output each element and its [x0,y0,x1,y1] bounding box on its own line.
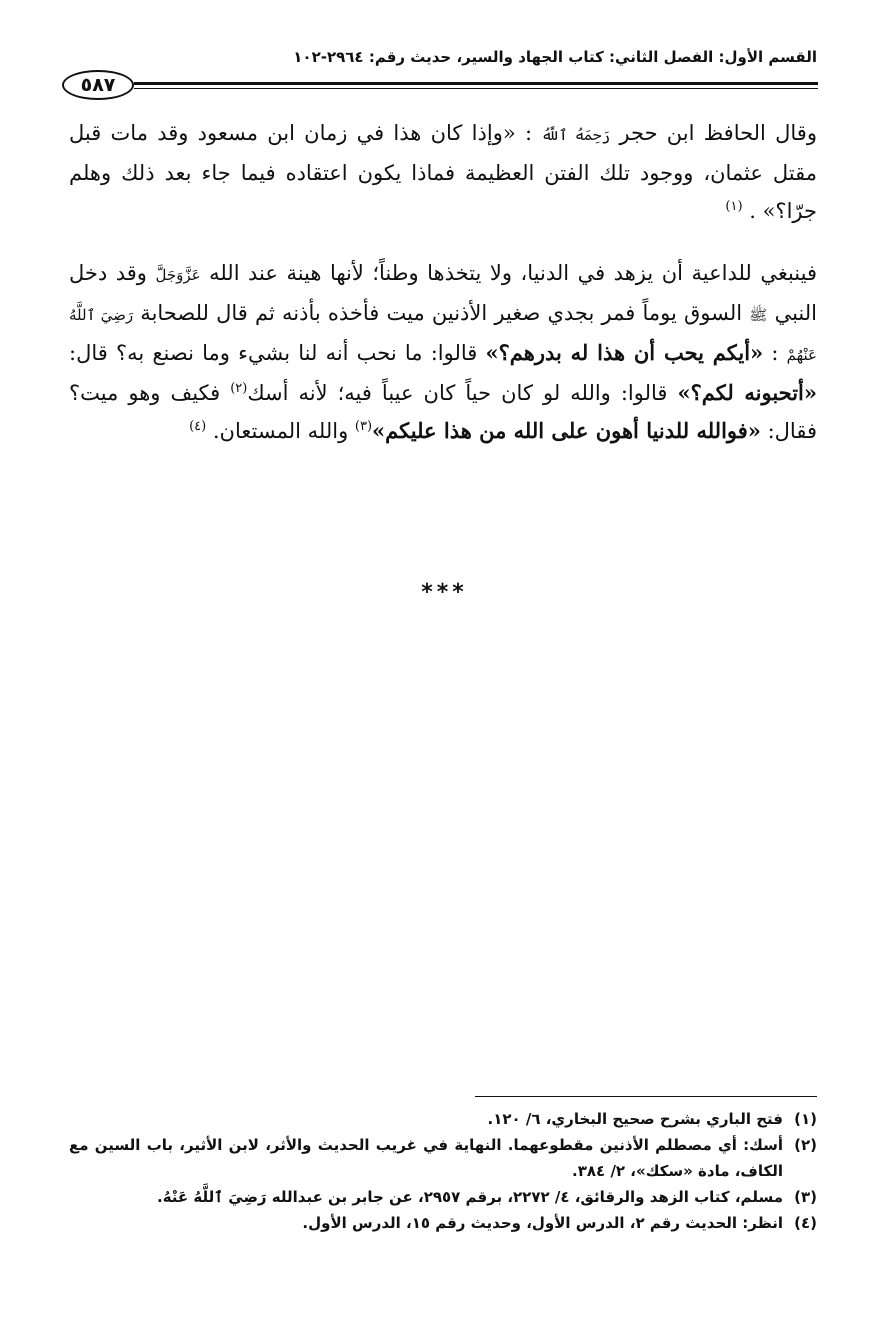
honorific-glyph: ﷺ [749,306,768,324]
footnote-text: انظر: الحديث رقم ٢، الدرس الأول، وحديث رقم ١٥، الدرس الأول. [302,1214,783,1232]
paragraph-text: وقال الحافظ ابن حجر [610,121,817,145]
paragraph-text: : [763,341,787,365]
hadith-quote: «فوالله للدنيا أهون على الله من هذا عليكم» [372,418,761,443]
footnote-rule [475,1096,817,1097]
footnote-label: (٤) [794,1214,817,1232]
footnote-reference[interactable]: (٤) [189,419,207,434]
footnote-item [69,1184,817,1210]
footnote-item [69,1210,817,1236]
footnote-label: (٢) [794,1136,817,1154]
footnote-text: أسك: أي مصطلم الأذنين مقطوعهما. النهاية في غريب الحديث والأثر، لابن الأثير، باب السين مع الكاف، مادة «سكك»، ٢/ ٣٨٤. [69,1136,783,1180]
footnote-text: مسلم، كتاب الزهد والرقائق، ٤/ ٢٢٧٢، برقم ٢٩٥٧، عن جابر بن عبدالله رَضِيَ ٱللَّهُ عَنْهُ. [157,1188,783,1206]
hadith-quote: «أتحبونه لكم؟» [677,380,818,405]
footnote-label: (١) [794,1110,817,1128]
paragraph-text: فينبغي للداعية أن يزهد في الدنيا، ولا يتخذها وطناً؛ لأنها هينة عند الله [200,261,818,285]
hadith-quote: «أيكم يحب أن هذا له بدرهم؟» [485,340,764,365]
section-separator-asterisks: *** [421,580,468,605]
footnote-item [69,1132,817,1184]
honorific-glyph: رَحِمَهُ ٱللَّهُ [541,126,611,144]
footnote-reference[interactable]: (٢) [230,381,248,396]
page-number-badge: ٥٨٧ [62,70,134,100]
footnote-text: فتح الباري بشرح صحيح البخاري، ٦/ ١٢٠. [487,1110,783,1128]
footnote-label: (٣) [794,1188,817,1206]
paragraph-text: فكيف وهو ميت؟ فقال: [69,381,817,443]
paragraph-text: والله المستعان. [206,419,355,443]
paragraph-text: : «وإذا كان هذا في زمان ابن مسعود وقد مات قبل مقتل عثمان، ووجود تلك الفتن العظيمة فماذا يكون اعتقاده فيما جاء بعد ذلك وهلم جرّا؟» . [69,121,817,223]
footnote-item [69,1106,817,1132]
paragraph-text: قالوا: والله لو كان حياً كان عيباً فيه؛ لأنه أسك [247,381,678,405]
footnotes-list [69,1106,817,1236]
footnote-reference[interactable]: (١) [725,199,743,214]
footnote-reference[interactable]: (٣) [354,419,373,434]
honorific-glyph: رَضِيَ ٱللَّهُ عَنْهُمْ [69,306,817,364]
paragraph-hadith [69,254,817,450]
paragraph-text: وقد دخل النبي [69,261,817,325]
honorific-glyph: عَزَّوَجَلَّ [155,266,201,284]
paragraph-text: قالوا: ما نحب أنه لنا بشيء وما نصنع به؟ قال: [69,341,486,365]
header-rule [134,82,818,89]
paragraph-ibn-hajar-quote [69,114,817,230]
paragraph-text: السوق يوماً فمر بجدي صغير الأذنين ميت فأخذه بأذنه ثم قال للصحابة [133,301,750,325]
running-header: القسم الأول: الفصل الثاني: كتاب الجهاد والسير، حديث رقم: ٢٩٦٤-١٠٢ [293,48,817,66]
